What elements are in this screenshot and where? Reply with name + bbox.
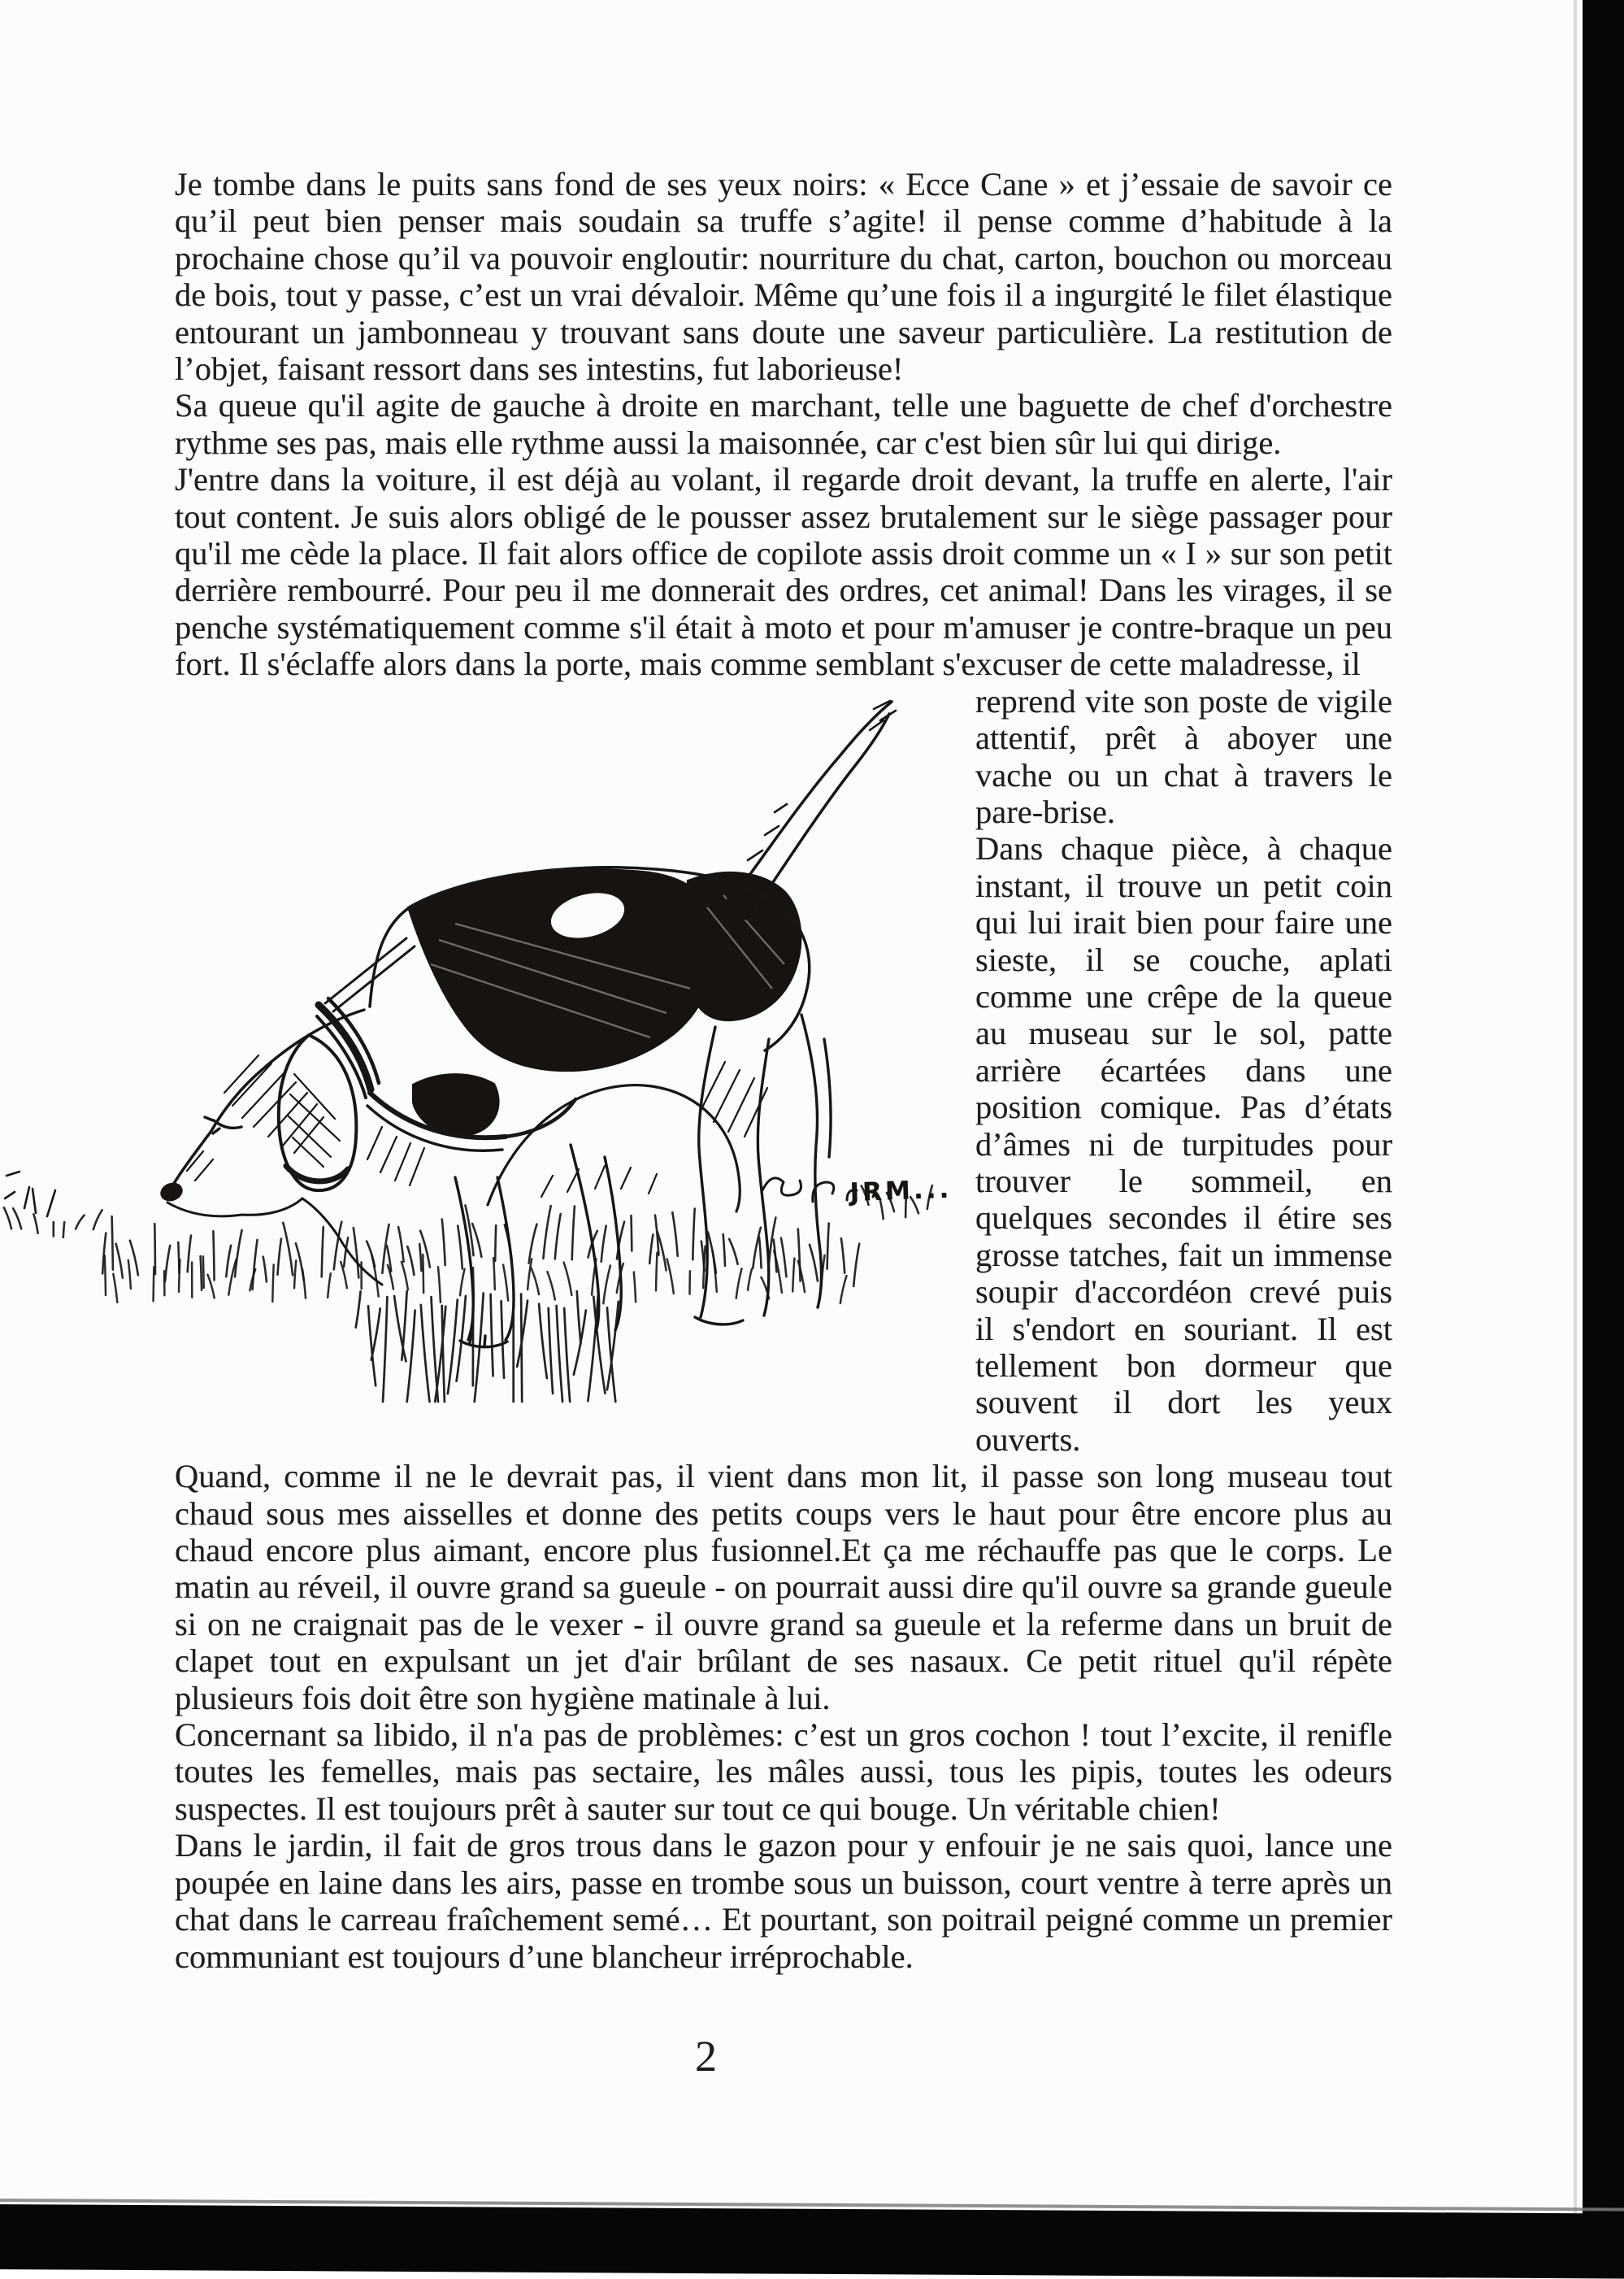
- paper-edge-shadow: [1574, 0, 1577, 2252]
- muzzle-line: [170, 1131, 211, 1190]
- grass-left-marks: [5, 1172, 55, 1216]
- paragraph-queue: Sa queue qu'il agite de gauche à droite en marchant, telle une baguette de chef d'orchestre rythme ses pas, mais elle rythme aussi la maisonnée, car c'est bien sûr lui qui dirige.: [175, 387, 1392, 461]
- dog-illustration: [175, 683, 975, 1455]
- scan-edge-bottom: [0, 2204, 1624, 2279]
- mouth-line: [167, 1198, 382, 1285]
- paragraph-eyes: Je tombe dans le puits sans fond de ses yeux noirs: « Ecce Cane » et j’essaie de savoir ce qu’il peut bien penser mais soudain sa truffe s’agite! il pense comme d’habitude à la prochaine chose qu’il va pouvoir engloutir: nourriture du chat, carton, bouchon ou morceau de bois, tout y passe, c’est un vrai dévaloir. Même qu’une fois il a ingurgité le filet élastique entourant un jambonneau y trouvant sans doute une saveur particulière. La restitution de l’objet, faisant ressort dans ses intestins, fut laborieuse!: [175, 166, 1392, 388]
- page-number: 2: [695, 2031, 718, 2081]
- hind-near-leg: [695, 1027, 769, 1324]
- artist-signature: JRM...: [849, 1174, 953, 1207]
- ear-hatch: [289, 1074, 340, 1167]
- paragraph-voiture: J'entre dans la voiture, il est déjà au volant, il regarde droit devant, la truffe en alerte, l'air tout content. Je suis alors obligé de le pousser assez brutalement sur le siège passager pour qu'il me cède la place. Il fait alors office de copilote assis droit comme un « I » sur son petit derrière rembourré. Pour peu il me donnerait des ordres, cet animal! Dans les virages, il se penche systématiquement comme s'il était à moto et pour m'amuser je contre-braque un peu fort. Il s'éclaffe alors dans la porte, mais comme semblant s'excuser de cette maladresse, il: [175, 461, 1392, 683]
- paragraph-jardin: Dans le jardin, il fait de gros trous dans le gazon pour y enfouir je ne sais quoi, lance une poupée en laine dans les airs, passe en trombe sous un buisson, court ventre à terre après un chat dans le carreau fraîchement semé… Et pourtant, son poitrail peigné comme un premier communiant est toujours d’une blancheur irréprochable.: [175, 1827, 1392, 1975]
- paragraph-libido: Concernant sa libido, il n'a pas de problèmes: c’est un gros cochon ! tout l’excite, il renifle toutes les femelles, mais pas sectaire, les mâles aussi, tous les pipis, toutes les odeurs suspectes. Il est toujours prêt à sauter sur tout ce qui bouge. Un véritable chien!: [175, 1716, 1392, 1827]
- paragraph-lit: Quand, comme il ne le devrait pas, il vient dans mon lit, il passe son long museau tout chaud sous mes aisselles et donne des petits coups vers le haut pour être encore plus au chaud encore plus aimant, encore plus fusionnel.Et ça me réchauffe pas que le corps. Le matin au réveil, il ouvre grand sa gueule - on pourrait aussi dire qu'il ouvre sa grande gueule si on ne craignait pas de le vexer - il ouvre grand sa gueule et la referme dans un bruit de clapet tout en expulsant un jet d'air brûlant de ses nasaux. Ce petit rituel qu'il répète plusieurs fois doit être son hygiène matinale à lui.: [175, 1458, 1392, 1716]
- paragraph-sieste-column: Dans chaque pièce, à chaque instant, il trouve un petit coin qui lui irait bien pour faire une sieste, il se couche, aplati comme une crêpe de la queue au museau sur le sol, patte arrière écartées dans une position comique. Pas d’états d’âmes ni de turpitudes pour trouver le sommeil, en quelques secondes il étire ses grosse tatches, fait un immense soupir d'accordéon crevé puis il s'endort en souriant. Il est tellement bon dormeur que souvent il dort les yeux ouverts.: [975, 830, 1392, 1458]
- paragraph-vigile-column: reprend vite son poste de vigile attentif, prêt à aboyer une vache ou un chat à travers le pare-brise.: [975, 682, 1392, 830]
- dog-sketch-svg: [0, 688, 975, 1460]
- scan-edge-right: [1583, 0, 1624, 2252]
- nose: [158, 1181, 184, 1203]
- dog-saddle-patch: [408, 869, 717, 1071]
- belly-hatch: [541, 1166, 657, 1197]
